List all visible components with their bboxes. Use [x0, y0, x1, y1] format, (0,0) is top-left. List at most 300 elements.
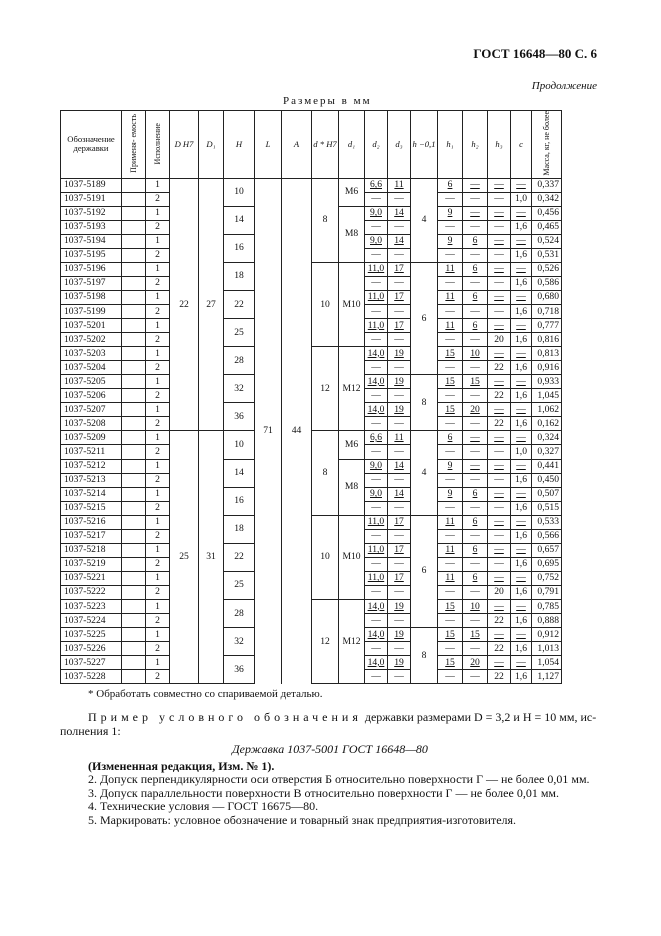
cell-mass: 0,888 [532, 614, 562, 628]
cell-d3: — [388, 642, 411, 656]
cell-h3: — [488, 178, 511, 192]
cell-h2: 6 [463, 319, 488, 333]
cell-code: 1037-5225 [61, 628, 122, 642]
cell-h3: — [488, 557, 511, 571]
cell-variant: 2 [146, 220, 170, 234]
cell-h3: 22 [488, 614, 511, 628]
cell-h1: — [438, 445, 463, 459]
cell-c: 1,6 [511, 670, 532, 684]
cell-app [122, 670, 146, 684]
cell-h: 28 [224, 599, 255, 627]
cell-d1: M6 [339, 178, 365, 206]
cell-app [122, 361, 146, 375]
cell-variant: 2 [146, 248, 170, 262]
note-item: 4. Технические условия — ГОСТ 16675—80. [88, 799, 319, 814]
cell-variant: 1 [146, 487, 170, 501]
cell-h2: 6 [463, 290, 488, 304]
cell-mass: 0,912 [532, 628, 562, 642]
cell-d2: 14,0 [365, 347, 388, 361]
cell-h3: — [488, 599, 511, 613]
cell-code: 1037-5216 [61, 515, 122, 529]
header-D: D H7 [170, 111, 199, 179]
cell-c: — [511, 487, 532, 501]
cell-variant: 2 [146, 389, 170, 403]
cell-h2: — [463, 585, 488, 599]
cell-d3: 17 [388, 262, 411, 276]
cell-h1: — [438, 585, 463, 599]
cell-mass: 0,456 [532, 206, 562, 220]
cell-code: 1037-5194 [61, 234, 122, 248]
cell-c: 1,6 [511, 361, 532, 375]
cell-h2: — [463, 459, 488, 473]
cell-c: 1,6 [511, 529, 532, 543]
cell-h3: — [488, 628, 511, 642]
cell-variant: 2 [146, 276, 170, 290]
cell-d2: — [365, 557, 388, 571]
cell-mass: 0,342 [532, 192, 562, 206]
cell-h1: — [438, 417, 463, 431]
cell-app [122, 529, 146, 543]
cell-d2: 11,0 [365, 319, 388, 333]
cell-d1: 27 [199, 178, 224, 431]
cell-d3: — [388, 614, 411, 628]
cell-h1: 15 [438, 375, 463, 389]
cell-h3: — [488, 262, 511, 276]
cell-d3: 17 [388, 571, 411, 585]
cell-mass: 0,566 [532, 529, 562, 543]
cell-mass: 0,916 [532, 361, 562, 375]
example-text: державки размерами D = 3,2 и H = 10 мм, ис- [364, 710, 597, 724]
cell-h2: — [463, 529, 488, 543]
cell-a: 44 [282, 178, 312, 684]
cell-code: 1037-5192 [61, 206, 122, 220]
cell-h1: 9 [438, 459, 463, 473]
cell-d: 8 [312, 431, 339, 515]
cell-variant: 2 [146, 670, 170, 684]
cell-d2: — [365, 417, 388, 431]
cell-code: 1037-5214 [61, 487, 122, 501]
cell-h3: — [488, 656, 511, 670]
cell-d1: M12 [339, 347, 365, 431]
header-h3: h₃ [488, 111, 511, 179]
cell-c: — [511, 319, 532, 333]
cell-h3: — [488, 276, 511, 290]
cell-h1: — [438, 670, 463, 684]
cell-mass: 0,524 [532, 234, 562, 248]
cell-h2: — [463, 473, 488, 487]
header-code: Обозначение державки [61, 111, 122, 179]
cell-h2: — [463, 445, 488, 459]
cell-h3: — [488, 290, 511, 304]
cell-variant: 1 [146, 571, 170, 585]
cell-code: 1037-5209 [61, 431, 122, 445]
cell-d2: — [365, 361, 388, 375]
cell-h3: — [488, 529, 511, 543]
cell-d2: — [365, 248, 388, 262]
cell-c: 1,6 [511, 389, 532, 403]
cell-h: 22 [224, 543, 255, 571]
cell-d3: 19 [388, 628, 411, 642]
cell-c: 1,6 [511, 614, 532, 628]
note-item: 2. Допуск перпендикулярности оси отверстия Б относительно поверхности Г — не более 0,01 мм. [88, 772, 590, 787]
cell-h: 18 [224, 262, 255, 290]
cell-h: 8 [411, 375, 438, 431]
cell-code: 1037-5205 [61, 375, 122, 389]
cell-h: 18 [224, 515, 255, 543]
cell-c: 1,6 [511, 417, 532, 431]
example-lead: Пример условного обозначения [88, 710, 362, 724]
cell-variant: 1 [146, 178, 170, 192]
cell-app [122, 487, 146, 501]
cell-variant: 2 [146, 192, 170, 206]
cell-h2: 6 [463, 234, 488, 248]
table-header-row [61, 111, 562, 179]
cell-mass: 0,450 [532, 473, 562, 487]
cell-app [122, 656, 146, 670]
cell-h3: — [488, 192, 511, 206]
cell-mass: 0,441 [532, 459, 562, 473]
cell-h1: 15 [438, 656, 463, 670]
cell-h1: — [438, 642, 463, 656]
cell-h: 36 [224, 403, 255, 431]
revision-note: (Измененная редакция, Изм. № 1). [88, 759, 275, 773]
cell-variant: 1 [146, 543, 170, 557]
cell-code: 1037-5208 [61, 417, 122, 431]
cell-h2: — [463, 276, 488, 290]
cell-h2: — [463, 501, 488, 515]
cell-h3: — [488, 445, 511, 459]
cell-d3: — [388, 473, 411, 487]
header-L: L [255, 111, 282, 179]
cell-h3: — [488, 375, 511, 389]
cell-d2: 14,0 [365, 628, 388, 642]
cell-h1: 9 [438, 206, 463, 220]
cell-d2: — [365, 670, 388, 684]
cell-app [122, 642, 146, 656]
cell-d2: — [365, 445, 388, 459]
note-item: 5. Маркировать: условное обозначение и товарный знак предприятия-изготовителя. [88, 812, 517, 827]
cell-mass: 0,515 [532, 501, 562, 515]
example-block [88, 710, 598, 724]
cell-variant: 2 [146, 417, 170, 431]
cell-d2: 9,0 [365, 234, 388, 248]
cell-d: 10 [312, 262, 339, 346]
cell-c: — [511, 290, 532, 304]
cell-d3: 14 [388, 487, 411, 501]
cell-h: 22 [224, 290, 255, 318]
cell-h1: — [438, 220, 463, 234]
cell-app [122, 319, 146, 333]
header-h1: h₁ [438, 111, 463, 179]
cell-app [122, 220, 146, 234]
notes-block [88, 760, 590, 827]
cell-h: 8 [411, 628, 438, 684]
cell-mass: 0,933 [532, 375, 562, 389]
cell-d3: 19 [388, 599, 411, 613]
cell-c: — [511, 431, 532, 445]
cell-code: 1037-5217 [61, 529, 122, 543]
cell-code: 1037-5189 [61, 178, 122, 192]
cell-app [122, 276, 146, 290]
continuation-label: Продолжение [531, 80, 597, 92]
cell-h2: 6 [463, 487, 488, 501]
cell-h1: 11 [438, 515, 463, 529]
header-H: H [224, 111, 255, 179]
cell-d3: 17 [388, 515, 411, 529]
cell-d3: — [388, 192, 411, 206]
cell-h1: 15 [438, 599, 463, 613]
cell-h2: — [463, 333, 488, 347]
header-d2: d₂ [365, 111, 388, 179]
cell-d3: — [388, 220, 411, 234]
cell-c: — [511, 459, 532, 473]
cell-code: 1037-5222 [61, 585, 122, 599]
cell-c: — [511, 375, 532, 389]
cell-d3: — [388, 670, 411, 684]
cell-app [122, 403, 146, 417]
cell-mass: 0,657 [532, 543, 562, 557]
cell-d2: — [365, 389, 388, 403]
cell-code: 1037-5198 [61, 290, 122, 304]
cell-d3: — [388, 557, 411, 571]
cell-app [122, 445, 146, 459]
header-d: d * H7 [312, 111, 339, 179]
cell-h1: — [438, 614, 463, 628]
cell-h2: 15 [463, 628, 488, 642]
dimensions-title: Размеры в мм [283, 95, 372, 107]
cell-c: 1,6 [511, 276, 532, 290]
cell-d2: 11,0 [365, 515, 388, 529]
cell-h1: 11 [438, 319, 463, 333]
cell-d2: — [365, 276, 388, 290]
cell-app [122, 417, 146, 431]
cell-code: 1037-5201 [61, 319, 122, 333]
cell-variant: 1 [146, 347, 170, 361]
cell-mass: 1,045 [532, 389, 562, 403]
table-row [61, 178, 562, 192]
header-variant: Исполнение [146, 111, 170, 179]
cell-code: 1037-5226 [61, 642, 122, 656]
cell-c: 1,6 [511, 333, 532, 347]
cell-h: 4 [411, 431, 438, 515]
cell-variant: 1 [146, 459, 170, 473]
cell-h1: 11 [438, 262, 463, 276]
cell-h2: 15 [463, 375, 488, 389]
cell-app [122, 178, 146, 192]
cell-variant: 2 [146, 557, 170, 571]
cell-app [122, 248, 146, 262]
cell-h2: 6 [463, 262, 488, 276]
cell-d2: 9,0 [365, 206, 388, 220]
cell-d3: 11 [388, 431, 411, 445]
cell-app [122, 192, 146, 206]
cell-h: 16 [224, 487, 255, 515]
cell-h1: 11 [438, 543, 463, 557]
cell-h2: 10 [463, 347, 488, 361]
cell-code: 1037-5223 [61, 599, 122, 613]
cell-mass: 1,013 [532, 642, 562, 656]
cell-d: 12 [312, 599, 339, 683]
table-body [61, 178, 562, 684]
cell-h1: 9 [438, 487, 463, 501]
cell-mass: 0,526 [532, 262, 562, 276]
cell-c: 1,6 [511, 473, 532, 487]
cell-code: 1037-5219 [61, 557, 122, 571]
cell-h: 28 [224, 347, 255, 375]
cell-code: 1037-5207 [61, 403, 122, 417]
cell-d2: 14,0 [365, 375, 388, 389]
cell-d3: — [388, 529, 411, 543]
example-continuation: полнения 1: [60, 724, 121, 738]
cell-mass: 0,533 [532, 515, 562, 529]
table-row [61, 262, 562, 276]
cell-d2: 14,0 [365, 656, 388, 670]
cell-d2: — [365, 305, 388, 319]
cell-d2: 11,0 [365, 571, 388, 585]
cell-code: 1037-5218 [61, 543, 122, 557]
cell-d3: — [388, 445, 411, 459]
cell-d2: — [365, 473, 388, 487]
table-row [61, 515, 562, 529]
cell-code: 1037-5228 [61, 670, 122, 684]
cell-app [122, 585, 146, 599]
footnote: * Обработать совместно со спариваемой деталью. [88, 688, 323, 700]
cell-app [122, 543, 146, 557]
cell-h3: 20 [488, 333, 511, 347]
cell-mass: 0,327 [532, 445, 562, 459]
header-mass: Масса, кг, не более [532, 111, 562, 179]
cell-d3: — [388, 248, 411, 262]
cell-variant: 2 [146, 529, 170, 543]
cell-h: 36 [224, 656, 255, 684]
cell-app [122, 628, 146, 642]
cell-d2: 11,0 [365, 543, 388, 557]
cell-d: 25 [170, 431, 199, 684]
cell-h: 4 [411, 178, 438, 262]
cell-h: 14 [224, 206, 255, 234]
cell-mass: 0,791 [532, 585, 562, 599]
cell-app [122, 599, 146, 613]
cell-mass: 0,507 [532, 487, 562, 501]
cell-mass: 1,054 [532, 656, 562, 670]
cell-code: 1037-5206 [61, 389, 122, 403]
cell-h2: — [463, 248, 488, 262]
cell-variant: 1 [146, 515, 170, 529]
cell-variant: 2 [146, 445, 170, 459]
cell-h2: — [463, 220, 488, 234]
cell-mass: 0,680 [532, 290, 562, 304]
cell-mass: 0,324 [532, 431, 562, 445]
cell-code: 1037-5204 [61, 361, 122, 375]
header-c: c [511, 111, 532, 179]
header-D1: D₁ [199, 111, 224, 179]
cell-h: 6 [411, 515, 438, 627]
header-h2: h₂ [463, 111, 488, 179]
cell-app [122, 557, 146, 571]
cell-code: 1037-5227 [61, 656, 122, 670]
cell-variant: 2 [146, 333, 170, 347]
cell-d3: — [388, 585, 411, 599]
cell-d3: 19 [388, 347, 411, 361]
cell-h3: — [488, 501, 511, 515]
cell-mass: 0,816 [532, 333, 562, 347]
cell-app [122, 375, 146, 389]
cell-h1: — [438, 333, 463, 347]
cell-d3: 19 [388, 375, 411, 389]
cell-h: 14 [224, 459, 255, 487]
cell-c: — [511, 234, 532, 248]
cell-variant: 1 [146, 628, 170, 642]
cell-h3: — [488, 347, 511, 361]
cell-d2: — [365, 501, 388, 515]
cell-c: — [511, 178, 532, 192]
cell-h3: — [488, 487, 511, 501]
cell-h2: — [463, 192, 488, 206]
note-item: 3. Допуск параллельности поверхности В относительно поверхности Г — не более 0,01 мм. [88, 785, 560, 800]
header-d1: d₁ [339, 111, 365, 179]
cell-h3: — [488, 515, 511, 529]
header-A: A [282, 111, 312, 179]
cell-h2: — [463, 305, 488, 319]
cell-d3: — [388, 501, 411, 515]
cell-variant: 2 [146, 473, 170, 487]
cell-h3: 22 [488, 417, 511, 431]
cell-app [122, 459, 146, 473]
cell-variant: 1 [146, 319, 170, 333]
cell-app [122, 501, 146, 515]
header-h: h −0,1 [411, 111, 438, 179]
cell-app [122, 571, 146, 585]
cell-d3: 19 [388, 403, 411, 417]
cell-c: — [511, 628, 532, 642]
cell-mass: 1,062 [532, 403, 562, 417]
cell-d1: M12 [339, 599, 365, 683]
cell-variant: 2 [146, 305, 170, 319]
cell-mass: 0,162 [532, 417, 562, 431]
cell-code: 1037-5215 [61, 501, 122, 515]
cell-app [122, 333, 146, 347]
cell-h1: 9 [438, 234, 463, 248]
cell-d3: — [388, 276, 411, 290]
cell-c: — [511, 656, 532, 670]
cell-d: 12 [312, 347, 339, 431]
cell-h2: — [463, 431, 488, 445]
cell-c: 1,6 [511, 557, 532, 571]
cell-h1: — [438, 389, 463, 403]
cell-code: 1037-5196 [61, 262, 122, 276]
cell-d3: — [388, 389, 411, 403]
cell-d2: 6,6 [365, 431, 388, 445]
cell-variant: 1 [146, 431, 170, 445]
cell-app [122, 614, 146, 628]
cell-mass: 0,337 [532, 178, 562, 192]
cell-h1: — [438, 276, 463, 290]
page-header: ГОСТ 16648—80 С. 6 [473, 46, 597, 61]
cell-h3: 22 [488, 670, 511, 684]
cell-h2: 10 [463, 599, 488, 613]
cell-c: — [511, 599, 532, 613]
cell-d3: 17 [388, 319, 411, 333]
cell-code: 1037-5221 [61, 571, 122, 585]
cell-c: — [511, 515, 532, 529]
cell-d2: 11,0 [365, 262, 388, 276]
cell-h2: 6 [463, 515, 488, 529]
cell-h1: 6 [438, 431, 463, 445]
cell-h2: — [463, 389, 488, 403]
cell-h1: — [438, 557, 463, 571]
holder-dimensions-table [60, 110, 562, 684]
cell-h3: — [488, 571, 511, 585]
